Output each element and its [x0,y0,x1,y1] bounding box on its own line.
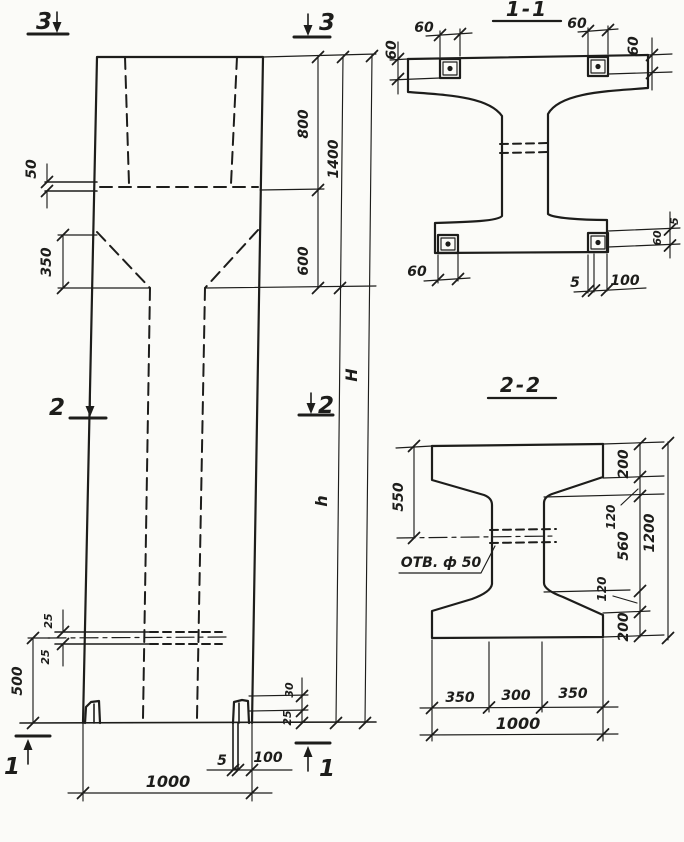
section-marker-label: 2 [48,395,66,421]
section-1-1-outline [408,55,648,253]
dim-label-5-r: 5 [668,217,681,225]
section-title-2-2: 2-2 [499,373,543,397]
section-marker-label: 1 [3,754,21,780]
dim-label-30: 30 [283,682,296,698]
dim-label-h: h [312,495,331,507]
section-marker-label: 1 [318,756,336,782]
section-marker-3-left [28,9,68,35]
dim-label-120-t: 120 [604,504,618,530]
dim-label-5: 5 [217,753,227,769]
dim-label-1000: 1000 [145,772,191,791]
section-2-2-outline [432,444,603,638]
dim-label-5-b: 5 [570,275,580,291]
dim-label-1000-s2: 1000 [495,714,541,733]
section-marker-2-left [49,395,106,421]
dim-label-25-ledge: 25 [281,710,294,726]
dim-label-350: 350 [39,247,55,277]
dim-label-60-tr: 60 [567,16,587,32]
dim-label-100-b: 100 [610,273,640,289]
section-marker-label: 3 [318,10,336,36]
dim-label-50: 50 [24,159,40,179]
dim-label-25-top: 25 [42,613,55,629]
dim-label-1400: 1400 [326,139,342,179]
dim-label-60-rv: 60 [626,36,642,56]
dim-label-60-bl: 60 [407,264,427,280]
dim-label-H: H [342,368,361,382]
dim-label-60-lv: 60 [384,40,400,60]
dim-label-25-bot: 25 [39,649,52,665]
section-2-2-view [391,373,674,741]
dim-label-200-t: 200 [616,449,632,479]
column-outline [83,57,263,723]
dim-label-120-b: 120 [595,576,609,602]
right-corbel [233,700,249,723]
section-marker-label: 3 [35,9,53,35]
dim-label-560: 560 [616,531,632,561]
section-marker-2-right [299,393,334,419]
dim-label-800: 800 [296,109,312,139]
dim-label-1200: 1200 [642,513,658,553]
elevation-view [4,9,378,801]
dim-label-100: 100 [253,750,283,766]
base-plate [233,723,238,769]
dim-label-60-tl: 60 [414,20,434,36]
section-marker-3-right [294,10,335,37]
left-corbel [85,701,100,723]
dim-label-300: 300 [501,688,531,704]
section-marker-label: 2 [317,393,335,419]
dim-label-500: 500 [10,666,26,696]
hole-label: ОТВ. ф 50 [400,555,482,571]
dim-label-350-r: 350 [558,686,588,702]
section-marker-1-left [4,736,50,780]
section-title-1-1: 1-1 [505,0,549,21]
section-1-1-view [384,0,681,297]
dim-label-350-l: 350 [445,690,475,706]
dim-label-200-b: 200 [616,612,632,642]
dim-label-600: 600 [296,246,312,276]
section-marker-1-right [296,743,335,782]
dim-label-550: 550 [391,482,407,512]
dim-label-60-r: 60 [651,230,664,246]
